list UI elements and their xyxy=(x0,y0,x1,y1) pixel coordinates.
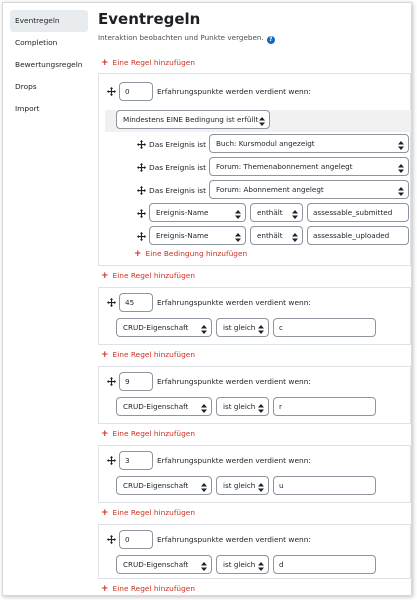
select-caret-icon xyxy=(258,560,264,569)
add-condition-label: Eine Bedingung hinzufügen xyxy=(145,249,248,258)
sidebar-item-bewertungsregeln[interactable]: Bewertungsregeln xyxy=(15,60,83,69)
select-caret-icon xyxy=(201,481,207,490)
points-input[interactable]: 0 xyxy=(119,82,153,101)
rule-2 xyxy=(98,287,411,345)
select-caret-icon xyxy=(292,208,298,217)
points-label: Erfahrungspunkte werden verdient wenn: xyxy=(157,87,311,96)
select-caret-icon xyxy=(398,139,404,148)
condition-mode-value: Mindestens EINE Bedingung ist erfüllt xyxy=(123,115,259,124)
property-value: CRUD-Eigenschaft xyxy=(123,560,189,569)
operator-value: enthält xyxy=(257,231,283,240)
property-select[interactable] xyxy=(116,397,212,416)
select-caret-icon xyxy=(258,323,264,332)
add-condition-link[interactable] xyxy=(134,249,247,259)
points-input[interactable]: 3 xyxy=(119,451,153,470)
select-caret-icon xyxy=(258,481,264,490)
add-rule-label: Eine Regel hinzufügen xyxy=(112,271,196,280)
operator-value: enthält xyxy=(257,208,283,217)
add-rule-link-top[interactable] xyxy=(101,58,195,68)
add-rule-link[interactable] xyxy=(101,271,195,281)
add-rule-label: Eine Regel hinzufügen xyxy=(112,508,196,517)
property-select[interactable] xyxy=(116,555,212,574)
sidebar-item-completion[interactable]: Completion xyxy=(15,38,58,47)
event-select-value: Forum: Themenabonnement angelegt xyxy=(216,162,353,171)
select-caret-icon xyxy=(201,560,207,569)
rule-1 xyxy=(98,73,411,266)
page-title: Eventregeln xyxy=(98,10,201,28)
add-rule-link[interactable] xyxy=(101,350,195,360)
page-description-text: Interaktion beobachten und Punkte vergeben. xyxy=(98,33,264,42)
event-select[interactable] xyxy=(209,180,409,199)
move-icon[interactable] xyxy=(107,87,116,96)
points-label: Erfahrungspunkte werden verdient wenn: xyxy=(157,535,311,544)
name-field-select[interactable] xyxy=(149,203,246,222)
move-icon[interactable] xyxy=(137,186,146,195)
operator-select[interactable] xyxy=(250,226,303,245)
sidebar-item-eventregeln[interactable]: Eventregeln xyxy=(10,10,88,32)
operator-select[interactable] xyxy=(216,476,269,495)
move-icon[interactable] xyxy=(137,232,146,241)
select-caret-icon xyxy=(235,208,241,217)
select-caret-icon xyxy=(398,162,404,171)
value-input[interactable]: d xyxy=(273,555,376,574)
sidebar-nav xyxy=(10,10,88,120)
operator-select[interactable] xyxy=(216,555,269,574)
app-frame xyxy=(2,2,412,596)
property-value: CRUD-Eigenschaft xyxy=(123,323,189,332)
add-rule-label: Eine Regel hinzufügen xyxy=(112,350,196,359)
event-select[interactable] xyxy=(209,157,409,176)
property-select[interactable] xyxy=(116,476,212,495)
select-caret-icon xyxy=(201,402,207,411)
plus-icon: + xyxy=(101,271,109,281)
operator-select[interactable] xyxy=(216,318,269,337)
sidebar-item-import[interactable]: Import xyxy=(15,104,40,113)
plus-icon: + xyxy=(101,350,109,360)
select-caret-icon xyxy=(292,231,298,240)
points-input[interactable]: 0 xyxy=(119,530,153,549)
points-label: Erfahrungspunkte werden verdient wenn: xyxy=(157,456,311,465)
operator-value: ist gleich xyxy=(223,560,256,569)
plus-icon: + xyxy=(101,429,109,439)
move-icon[interactable] xyxy=(137,209,146,218)
select-caret-icon xyxy=(259,115,265,124)
operator-value: ist gleich xyxy=(223,402,256,411)
add-rule-label: Eine Regel hinzufügen xyxy=(112,429,196,438)
select-caret-icon xyxy=(258,402,264,411)
property-value: CRUD-Eigenschaft xyxy=(123,402,189,411)
help-icon[interactable]: ? xyxy=(267,36,275,44)
add-rule-label: Eine Regel hinzufügen xyxy=(112,58,196,67)
rule-3 xyxy=(98,366,411,424)
event-select[interactable] xyxy=(209,134,409,153)
property-value: CRUD-Eigenschaft xyxy=(123,481,189,490)
event-is-label: Das Ereignis ist xyxy=(149,186,206,195)
plus-icon: + xyxy=(101,508,109,518)
plus-icon: + xyxy=(134,249,142,259)
page-description xyxy=(98,33,275,44)
name-field-select[interactable] xyxy=(149,226,246,245)
plus-icon: + xyxy=(101,584,109,594)
name-field-value: Ereignis-Name xyxy=(156,231,209,240)
event-select-value: Buch: Kursmodul angezeigt xyxy=(216,139,315,148)
move-icon[interactable] xyxy=(137,163,146,172)
condition-mode-select[interactable] xyxy=(116,110,270,129)
event-is-label: Das Ereignis ist xyxy=(149,163,206,172)
value-input[interactable]: u xyxy=(273,476,376,495)
plus-icon: + xyxy=(101,58,109,68)
operator-value: ist gleich xyxy=(223,481,256,490)
add-rule-link[interactable] xyxy=(101,429,195,439)
value-input[interactable]: r xyxy=(273,397,376,416)
event-is-label: Das Ereignis ist xyxy=(149,140,206,149)
move-icon[interactable] xyxy=(107,535,116,544)
points-label: Erfahrungspunkte werden verdient wenn: xyxy=(157,377,311,386)
operator-select[interactable] xyxy=(216,397,269,416)
points-input[interactable]: 9 xyxy=(119,372,153,391)
points-label: Erfahrungspunkte werden verdient wenn: xyxy=(157,298,311,307)
operator-value: ist gleich xyxy=(223,323,256,332)
add-rule-label: Eine Regel hinzufügen xyxy=(112,584,196,593)
points-input[interactable]: 45 xyxy=(119,293,153,312)
select-caret-icon xyxy=(398,185,404,194)
select-caret-icon xyxy=(235,231,241,240)
move-icon[interactable] xyxy=(107,456,116,465)
sidebar-item-drops[interactable]: Drops xyxy=(15,82,37,91)
move-icon[interactable] xyxy=(107,377,116,386)
value-input[interactable]: assessable_uploaded xyxy=(307,226,409,245)
name-field-value: Ereignis-Name xyxy=(156,208,209,217)
add-rule-link[interactable] xyxy=(101,508,195,518)
operator-select[interactable] xyxy=(250,203,303,222)
value-input[interactable]: assessable_submitted xyxy=(307,203,409,222)
select-caret-icon xyxy=(201,323,207,332)
property-select[interactable] xyxy=(116,318,212,337)
event-select-value: Forum: Abonnement angelegt xyxy=(216,185,324,194)
move-icon[interactable] xyxy=(107,298,116,307)
add-rule-link-bottom[interactable] xyxy=(101,584,195,594)
rule-5 xyxy=(98,524,411,579)
value-input[interactable]: c xyxy=(273,318,376,337)
move-icon[interactable] xyxy=(137,140,146,149)
rule-4 xyxy=(98,445,411,503)
